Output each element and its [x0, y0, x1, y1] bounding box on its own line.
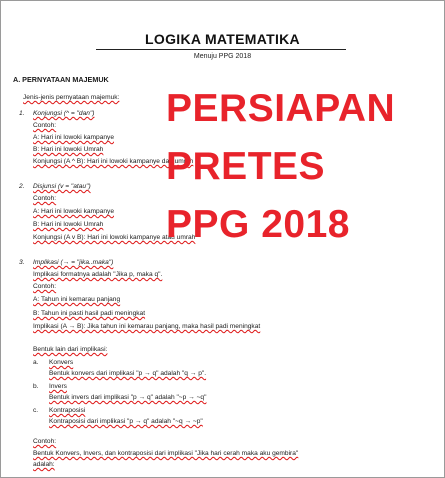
item-1-contoh: Contoh:	[33, 122, 57, 129]
contoh-2-tail: adalah:	[33, 461, 55, 468]
item-3-contoh: Contoh:	[33, 283, 57, 290]
item-3-line-b: B: Tahun ini pasti hasil padi meningkat	[33, 310, 146, 317]
item-2-number: 2.	[19, 183, 25, 190]
subitem-c-desc: Kontraposisi dari implikasi "p → q" adalah "~q → ~p"	[49, 418, 203, 425]
item-3-number: 3.	[19, 259, 25, 266]
item-1-number: 1.	[19, 110, 25, 117]
subitem-b-letter: b.	[33, 383, 39, 390]
item-2-term: Disjunsi (v = "atau")	[33, 183, 91, 190]
overlay-line-1: PERSIAPAN	[166, 87, 396, 130]
overlay-line-3: PPG 2018	[166, 203, 350, 246]
item-1-line-b: B: Hari ini lowoki Umrah	[33, 146, 104, 153]
item-3-line-c: Implikasi (A → B): Jika tahun ini kemarau panjang, maka hasil padi meningkat	[33, 323, 261, 330]
item-1-line-a: A: Hari ini lowoki kampanye	[33, 134, 114, 141]
subitem-b-desc: Bentuk invers dari implikasi "p → q" adalah "~p → ~q"	[49, 394, 207, 401]
section-heading: A. PERNYATAAN MAJEMUK	[13, 75, 109, 84]
item-1-line-c: Konjungsi (A ^ B): Hari ini lowoki kampanye dan umrah	[33, 158, 194, 165]
intro-text: Jenis-jenis pernyataan majemuk:	[23, 94, 120, 101]
subitem-c-letter: c.	[33, 407, 39, 414]
subitem-b-term: Invers	[49, 383, 67, 390]
subitem-a-letter: a.	[33, 359, 39, 366]
item-2-line-a: A: Hari ini lowoki kampanye	[33, 208, 114, 215]
document-title: LOGIKA MATEMATIKA	[145, 31, 300, 47]
contoh-2-label: Contoh:	[33, 438, 57, 445]
title-divider	[96, 49, 346, 50]
item-3-line-a: A: Tahun ini kemarau panjang	[33, 296, 121, 303]
subitem-a-desc: Bentuk konvers dari implikasi "p → q" adalah "q → p".	[49, 370, 207, 377]
item-2-line-c: Konjungsi (A v B): Hari ini lowoki kampanye atau umrah	[33, 234, 196, 241]
bentuk-lain-heading: Bentuk lain dari implikasi:	[33, 346, 108, 353]
item-2-line-b: B: Hari ini lowoki Umrah	[33, 221, 104, 228]
overlay-line-2: PRETES	[166, 145, 326, 188]
contoh-2-text: Bentuk Konvers, Invers, dan kontraposisi dari implikasi "Jika hari cerah maka aku gembira"	[33, 450, 299, 457]
subitem-a-term: Konvers	[49, 359, 74, 366]
item-2-contoh: Contoh:	[33, 195, 57, 202]
item-3-term: Implikasi (→ = "jika..maka")	[33, 259, 114, 266]
subitem-c-term: Kontraposisi	[49, 407, 86, 414]
document-subtitle: Menuju PPG 2018	[193, 53, 252, 60]
item-3-extra: Implikasi formatnya adalah "Jika p, maka q".	[33, 271, 163, 278]
item-1-term: Konjungsi (^ = "dan")	[33, 110, 95, 117]
